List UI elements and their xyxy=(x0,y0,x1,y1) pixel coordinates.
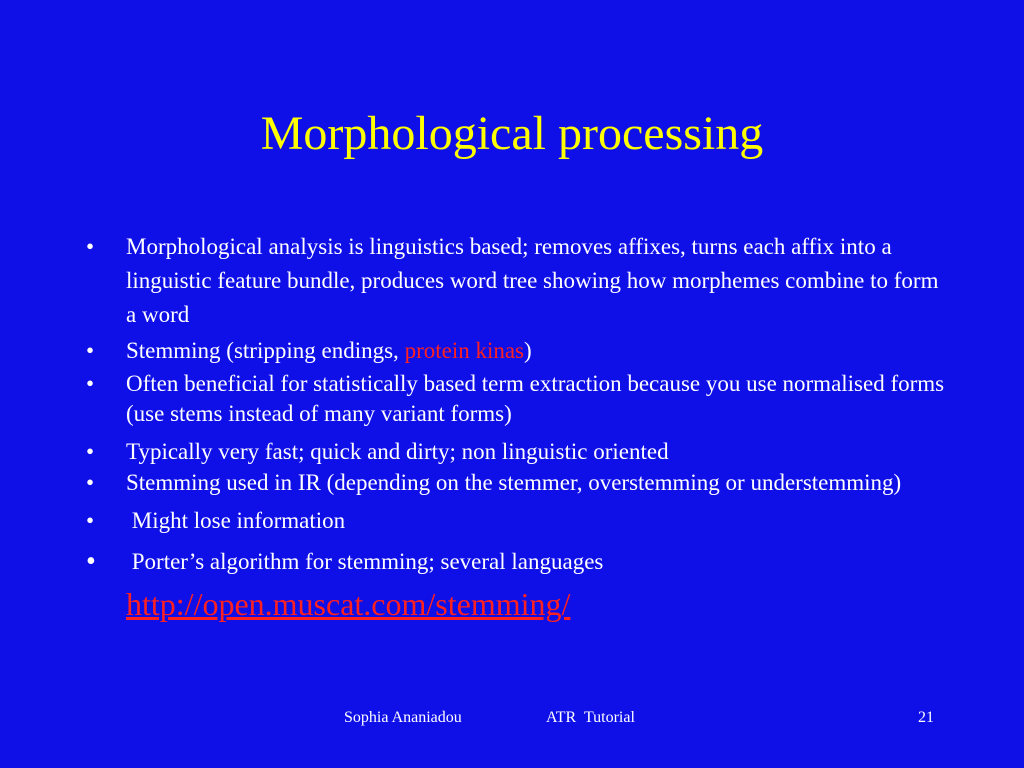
bullet-marker: • xyxy=(86,234,95,259)
bullet-text: Stemming used in IR (depending on the stemmer, overstemming or understemming) xyxy=(126,470,902,495)
bullet-text-end: ) xyxy=(524,338,532,363)
bullet-marker: • xyxy=(86,546,96,577)
bullet-text: Morphological analysis is linguistics based; removes affixes, turns each affix into a linguistic feature bundle, produces word tree showing how morphemes combine to form a word xyxy=(126,234,939,327)
bullet-item xyxy=(86,468,946,498)
stemming-link[interactable]: http://open.muscat.com/stemming/ xyxy=(126,586,571,622)
bullet-marker: • xyxy=(86,371,95,396)
bullet-text: Often beneficial for statistically based term extraction because you use normalised forms (use stems instead of many variant forms) xyxy=(126,371,945,426)
bullet-marker: • xyxy=(86,508,95,533)
bullet-item xyxy=(86,504,946,537)
footer-event: ATR Tutorial xyxy=(546,709,635,726)
bullet-item xyxy=(86,230,946,332)
bullet-item xyxy=(86,369,946,429)
bullet-item xyxy=(86,545,946,624)
bullet-text: Might lose information xyxy=(126,508,346,533)
bullet-marker: • xyxy=(86,338,95,363)
page-number: 21 xyxy=(918,709,934,726)
slide-footer xyxy=(0,708,1024,728)
bullet-item xyxy=(86,334,946,367)
bullet-item xyxy=(86,435,946,468)
bullet-marker: • xyxy=(86,439,95,464)
slide-title: Morphological processing xyxy=(260,107,764,160)
bullet-list xyxy=(86,230,946,624)
bullet-marker: • xyxy=(86,470,95,495)
bullet-text: Stemming (stripping endings, xyxy=(126,338,405,363)
footer-author: Sophia Ananiadou xyxy=(344,709,462,726)
bullet-text: Porter’s algorithm for stemming; several languages xyxy=(126,549,604,574)
highlighted-text: protein kinas xyxy=(404,338,525,363)
bullet-text: Typically very fast; quick and dirty; non linguistic oriented xyxy=(126,439,669,464)
